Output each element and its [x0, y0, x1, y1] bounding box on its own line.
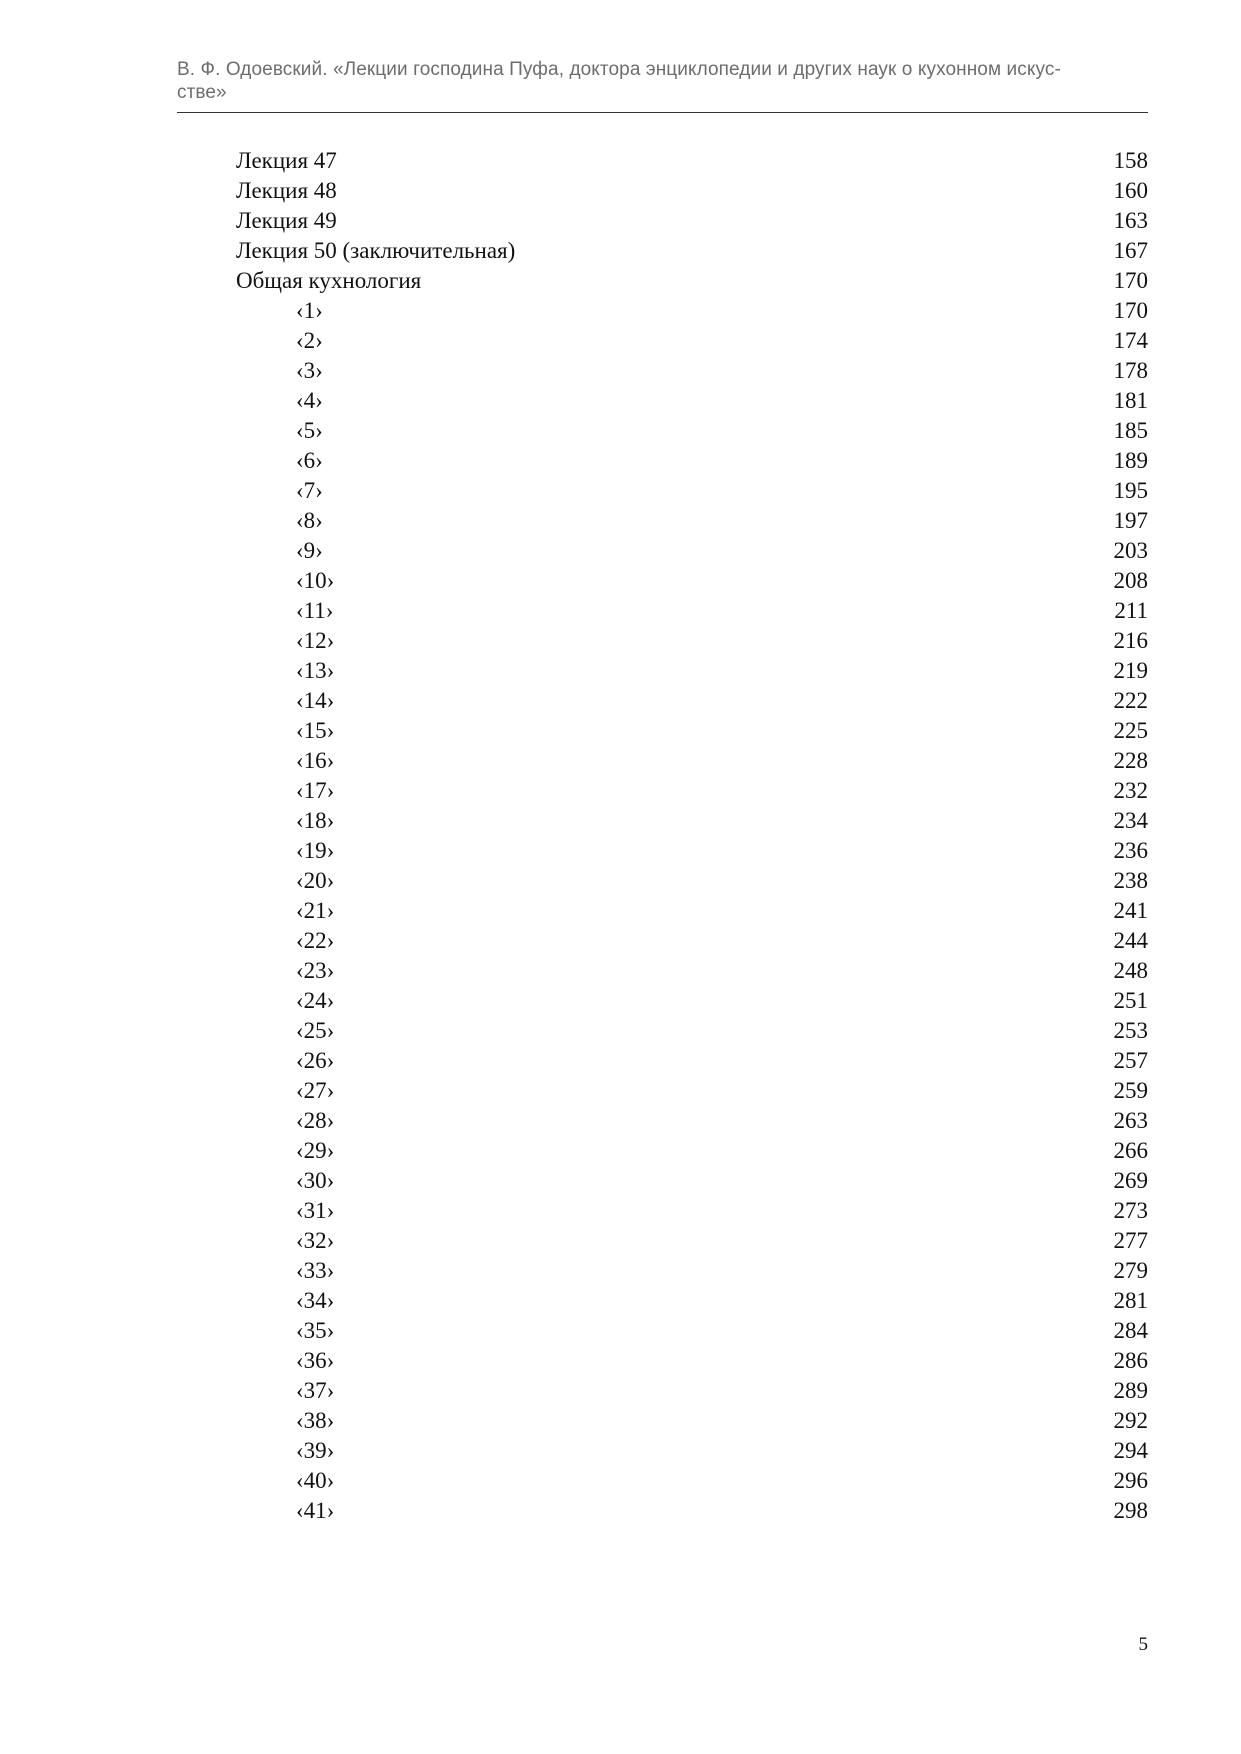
toc-entry-title: ‹32› [296, 1228, 335, 1253]
toc-entry-title: ‹12› [296, 628, 335, 653]
running-header-line-1: В. Ф. Одоевский. «Лекции господина Пуфа, доктора энциклопедии и других наук о кухонном искус- [177, 59, 1061, 80]
toc-entry-title: ‹40› [296, 1468, 335, 1493]
toc-entry-page: 257 [1113, 1048, 1148, 1073]
toc-entry[interactable] [0, 476, 1241, 506]
toc-entry-page: 216 [1113, 628, 1148, 653]
toc-entry-title: ‹5› [296, 418, 323, 443]
toc-entry-title: ‹37› [296, 1378, 335, 1403]
toc-entry[interactable] [0, 1076, 1241, 1106]
toc-entry[interactable] [0, 866, 1241, 896]
toc-entry-page: 277 [1113, 1228, 1148, 1253]
toc-entry[interactable] [0, 1376, 1241, 1406]
toc-entry[interactable] [0, 926, 1241, 956]
toc-entry[interactable] [0, 1496, 1241, 1526]
toc-entry[interactable] [0, 806, 1241, 836]
toc-entry[interactable] [0, 686, 1241, 716]
toc-entry-page: 232 [1113, 778, 1148, 803]
toc-entry[interactable] [0, 1136, 1241, 1166]
toc-entry-page: 185 [1113, 418, 1148, 443]
toc-entry-title: ‹26› [296, 1048, 335, 1073]
toc-entry-title: ‹41› [296, 1498, 335, 1523]
toc-entry-title: ‹38› [296, 1408, 335, 1433]
toc-entry-title: ‹29› [296, 1138, 335, 1163]
toc-entry[interactable] [0, 596, 1241, 626]
toc-entry-page: 211 [1114, 598, 1148, 623]
toc-entry-page: 241 [1113, 898, 1148, 923]
toc-entry[interactable] [0, 1406, 1241, 1436]
toc-entry[interactable] [0, 446, 1241, 476]
toc-entry-title: ‹4› [296, 388, 323, 413]
toc-entry[interactable] [0, 1016, 1241, 1046]
toc-entry-page: 286 [1113, 1348, 1148, 1373]
toc-entry[interactable] [0, 716, 1241, 746]
toc-entry-title: ‹17› [296, 778, 335, 803]
toc-entry-title: ‹36› [296, 1348, 335, 1373]
toc-entry-title: ‹16› [296, 748, 335, 773]
toc-entry[interactable] [0, 956, 1241, 986]
toc-entry-page: 178 [1113, 358, 1148, 383]
toc-entry-page: 234 [1113, 808, 1148, 833]
toc-entry[interactable] [0, 266, 1241, 296]
toc-entry[interactable] [0, 386, 1241, 416]
toc-entry-title: Лекция 50 (заключительная) [236, 238, 516, 263]
toc-entry-title: ‹18› [296, 808, 335, 833]
toc-entry[interactable] [0, 1106, 1241, 1136]
toc-entry-page: 273 [1113, 1198, 1148, 1223]
toc-entry[interactable] [0, 1226, 1241, 1256]
toc-entry-title: ‹15› [296, 718, 335, 743]
toc-entry-title: ‹34› [296, 1288, 335, 1313]
toc-entry-title: ‹8› [296, 508, 323, 533]
toc-entry-page: 208 [1113, 568, 1148, 593]
toc-entry-page: 238 [1113, 868, 1148, 893]
toc-entry-title: ‹13› [296, 658, 335, 683]
header-divider [177, 112, 1148, 113]
toc-entry-title: ‹30› [296, 1168, 335, 1193]
toc-entry[interactable] [0, 626, 1241, 656]
running-header-line-2: стве» [177, 82, 227, 103]
toc-entry-page: 266 [1113, 1138, 1148, 1163]
toc-entry-title: ‹9› [296, 538, 323, 563]
toc-entry-title: ‹6› [296, 448, 323, 473]
toc-entry-page: 163 [1113, 208, 1148, 233]
toc-entry-title: ‹23› [296, 958, 335, 983]
toc-entry-title: Лекция 48 [236, 178, 337, 203]
toc-entry-title: Общая кухнология [236, 268, 422, 293]
toc-entry-title: ‹20› [296, 868, 335, 893]
toc-entry-title: ‹35› [296, 1318, 335, 1343]
toc-entry-page: 298 [1113, 1498, 1148, 1523]
toc-entry-page: 253 [1113, 1018, 1148, 1043]
toc-entry-page: 170 [1113, 298, 1148, 323]
toc-entry-title: ‹11› [296, 598, 334, 623]
page-number: 5 [1138, 1634, 1148, 1655]
toc-entry[interactable] [0, 986, 1241, 1016]
toc-entry[interactable] [0, 896, 1241, 926]
toc-entry-title: ‹22› [296, 928, 335, 953]
toc-entry-title: ‹33› [296, 1258, 335, 1283]
toc-entry-page: 263 [1113, 1108, 1148, 1133]
toc-entry[interactable] [0, 1046, 1241, 1076]
toc-entry[interactable] [0, 1166, 1241, 1196]
toc-entry[interactable] [0, 1196, 1241, 1226]
toc-entry-page: 248 [1113, 958, 1148, 983]
toc-entry[interactable] [0, 566, 1241, 596]
toc-entry-page: 160 [1113, 178, 1148, 203]
toc-entry-title: ‹14› [296, 688, 335, 713]
toc-entry-title: ‹10› [296, 568, 335, 593]
toc-entry-page: 170 [1113, 268, 1148, 293]
toc-entry-title: ‹31› [296, 1198, 335, 1223]
toc-entry-page: 292 [1113, 1408, 1148, 1433]
toc-entry[interactable] [0, 176, 1241, 206]
toc-entry[interactable] [0, 1436, 1241, 1466]
toc-entry-title: ‹7› [296, 478, 323, 503]
toc-entry-page: 244 [1113, 928, 1148, 953]
toc-entry-page: 259 [1113, 1078, 1148, 1103]
toc-entry[interactable] [0, 746, 1241, 776]
toc-entry-page: 269 [1113, 1168, 1148, 1193]
toc-entry-page: 189 [1113, 448, 1148, 473]
toc-entry-page: 279 [1113, 1258, 1148, 1283]
toc-entry-page: 228 [1113, 748, 1148, 773]
toc-entry[interactable] [0, 296, 1241, 326]
toc-entry-title: Лекция 47 [236, 148, 337, 173]
toc-entry-title: ‹27› [296, 1078, 335, 1103]
toc-entry-title: ‹28› [296, 1108, 335, 1133]
toc-entry-page: 181 [1113, 388, 1148, 413]
toc-entry-page: 284 [1113, 1318, 1148, 1343]
toc-entry-page: 236 [1113, 838, 1148, 863]
toc-entry[interactable] [0, 146, 1241, 176]
toc-entry-title: ‹1› [296, 298, 323, 323]
toc-entry-page: 222 [1113, 688, 1148, 713]
toc-entry[interactable] [0, 1346, 1241, 1376]
toc-entry-page: 294 [1113, 1438, 1148, 1463]
toc-entry[interactable] [0, 416, 1241, 446]
toc-entry[interactable] [0, 356, 1241, 386]
toc-entry-page: 296 [1113, 1468, 1148, 1493]
toc-entry-title: ‹25› [296, 1018, 335, 1043]
toc-entry-title: ‹3› [296, 358, 323, 383]
running-header [177, 58, 1147, 104]
toc-entry[interactable] [0, 326, 1241, 356]
toc-entry[interactable] [0, 206, 1241, 236]
toc-entry[interactable] [0, 656, 1241, 686]
toc-entry-page: 251 [1113, 988, 1148, 1013]
toc-entry[interactable] [0, 536, 1241, 566]
toc-entry[interactable] [0, 506, 1241, 536]
toc-entry-page: 158 [1113, 148, 1148, 173]
toc-entry-page: 225 [1113, 718, 1148, 743]
toc-entry-page: 195 [1113, 478, 1148, 503]
toc-entry[interactable] [0, 836, 1241, 866]
toc-entry[interactable] [0, 1316, 1241, 1346]
toc-entry-title: ‹24› [296, 988, 335, 1013]
toc-entry-page: 174 [1113, 328, 1148, 353]
toc-entry[interactable] [0, 1256, 1241, 1286]
toc-entry-page: 167 [1113, 238, 1148, 263]
toc-entry-page: 289 [1113, 1378, 1148, 1403]
toc-entry[interactable] [0, 236, 1241, 266]
toc-entry[interactable] [0, 1466, 1241, 1496]
toc-entry-page: 219 [1113, 658, 1148, 683]
toc-entry-title: ‹19› [296, 838, 335, 863]
toc-entry[interactable] [0, 776, 1241, 806]
toc-entry-title: Лекция 49 [236, 208, 337, 233]
toc-entry[interactable] [0, 1286, 1241, 1316]
toc-entry-title: ‹21› [296, 898, 335, 923]
toc-entry-title: ‹39› [296, 1438, 335, 1463]
toc-entry-page: 203 [1113, 538, 1148, 563]
toc-entry-page: 281 [1113, 1288, 1148, 1313]
toc-entry-title: ‹2› [296, 328, 323, 353]
toc-entry-page: 197 [1113, 508, 1148, 533]
